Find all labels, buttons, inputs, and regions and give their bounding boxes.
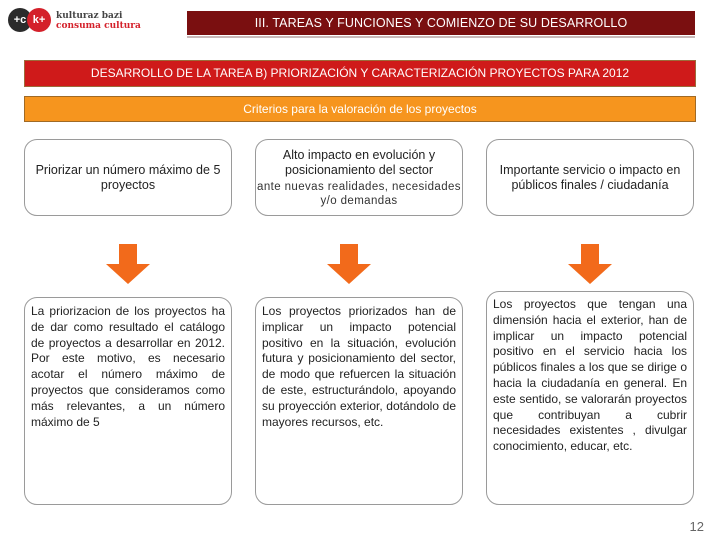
description-card-3: Los proyectos que tengan una dimensión hacia el exterior, han de implicar un impacto potencial positivo en el servicio hacia los públicos finales a los que se dirige o hacia la ciudadanía en general. En este sentido, se valorarán proyectos que contribuyan a cubrir necesidades existentes , divulgar conocimiento, educar, etc. xyxy=(486,291,694,505)
description-card-1: La priorizacion de los proyectos ha de dar como resultado el catálogo de proyectos a desarrollar en 2012. Por este motivo, es necesario acotar el número máximo de proyectos que consideramos como más relevantes, a un número máximo de 5 xyxy=(24,297,232,505)
criterion-3-heading: Importante servicio o impacto en públicos finales / ciudadanía xyxy=(499,162,681,192)
page-number: 12 xyxy=(689,519,704,534)
criteria-title-bar: Criterios para la valoración de los proyectos xyxy=(24,96,696,122)
logo-circle-red: k+ xyxy=(27,8,51,32)
section-header: III. TAREAS Y FUNCIONES Y COMIENZO DE SU DESARROLLO xyxy=(187,11,695,35)
criterion-2-heading: Alto impacto en evolución y posicionamiento del sector xyxy=(282,147,436,177)
task-title-bar: DESARROLLO DE LA TAREA B) PRIORIZACIÓN Y CARACTERIZACIÓN PROYECTOS PARA 2012 xyxy=(24,60,696,87)
description-card-2: Los proyectos priorizados han de implicar un impacto potencial positivo en la situación, evolución futura y posicionamiento del sector, de modo que refuercen la situación de este, estructurándolo, apoyando su proyección exterior, dotándolo de mayores recursos, etc. xyxy=(255,297,463,505)
logo-line-1: kulturaz bazi xyxy=(56,11,123,21)
header-underline xyxy=(187,36,695,38)
criterion-card-2 xyxy=(255,139,463,216)
brand-logo xyxy=(8,8,158,38)
criterion-2-subheading: ante nuevas realidades, necesidades y/o demandas xyxy=(257,180,461,207)
down-arrow-icon xyxy=(568,244,612,284)
down-arrow-icon xyxy=(106,244,150,284)
logo-circle-dark: +c xyxy=(8,8,32,32)
logo-line-2: consuma cultura xyxy=(56,21,141,31)
criterion-card-1 xyxy=(24,139,232,216)
criterion-card-3 xyxy=(486,139,694,216)
logo-wordmark xyxy=(56,11,141,31)
down-arrow-icon xyxy=(327,244,371,284)
criterion-1-heading: Priorizar un número máximo de 5 proyectos xyxy=(35,162,221,192)
